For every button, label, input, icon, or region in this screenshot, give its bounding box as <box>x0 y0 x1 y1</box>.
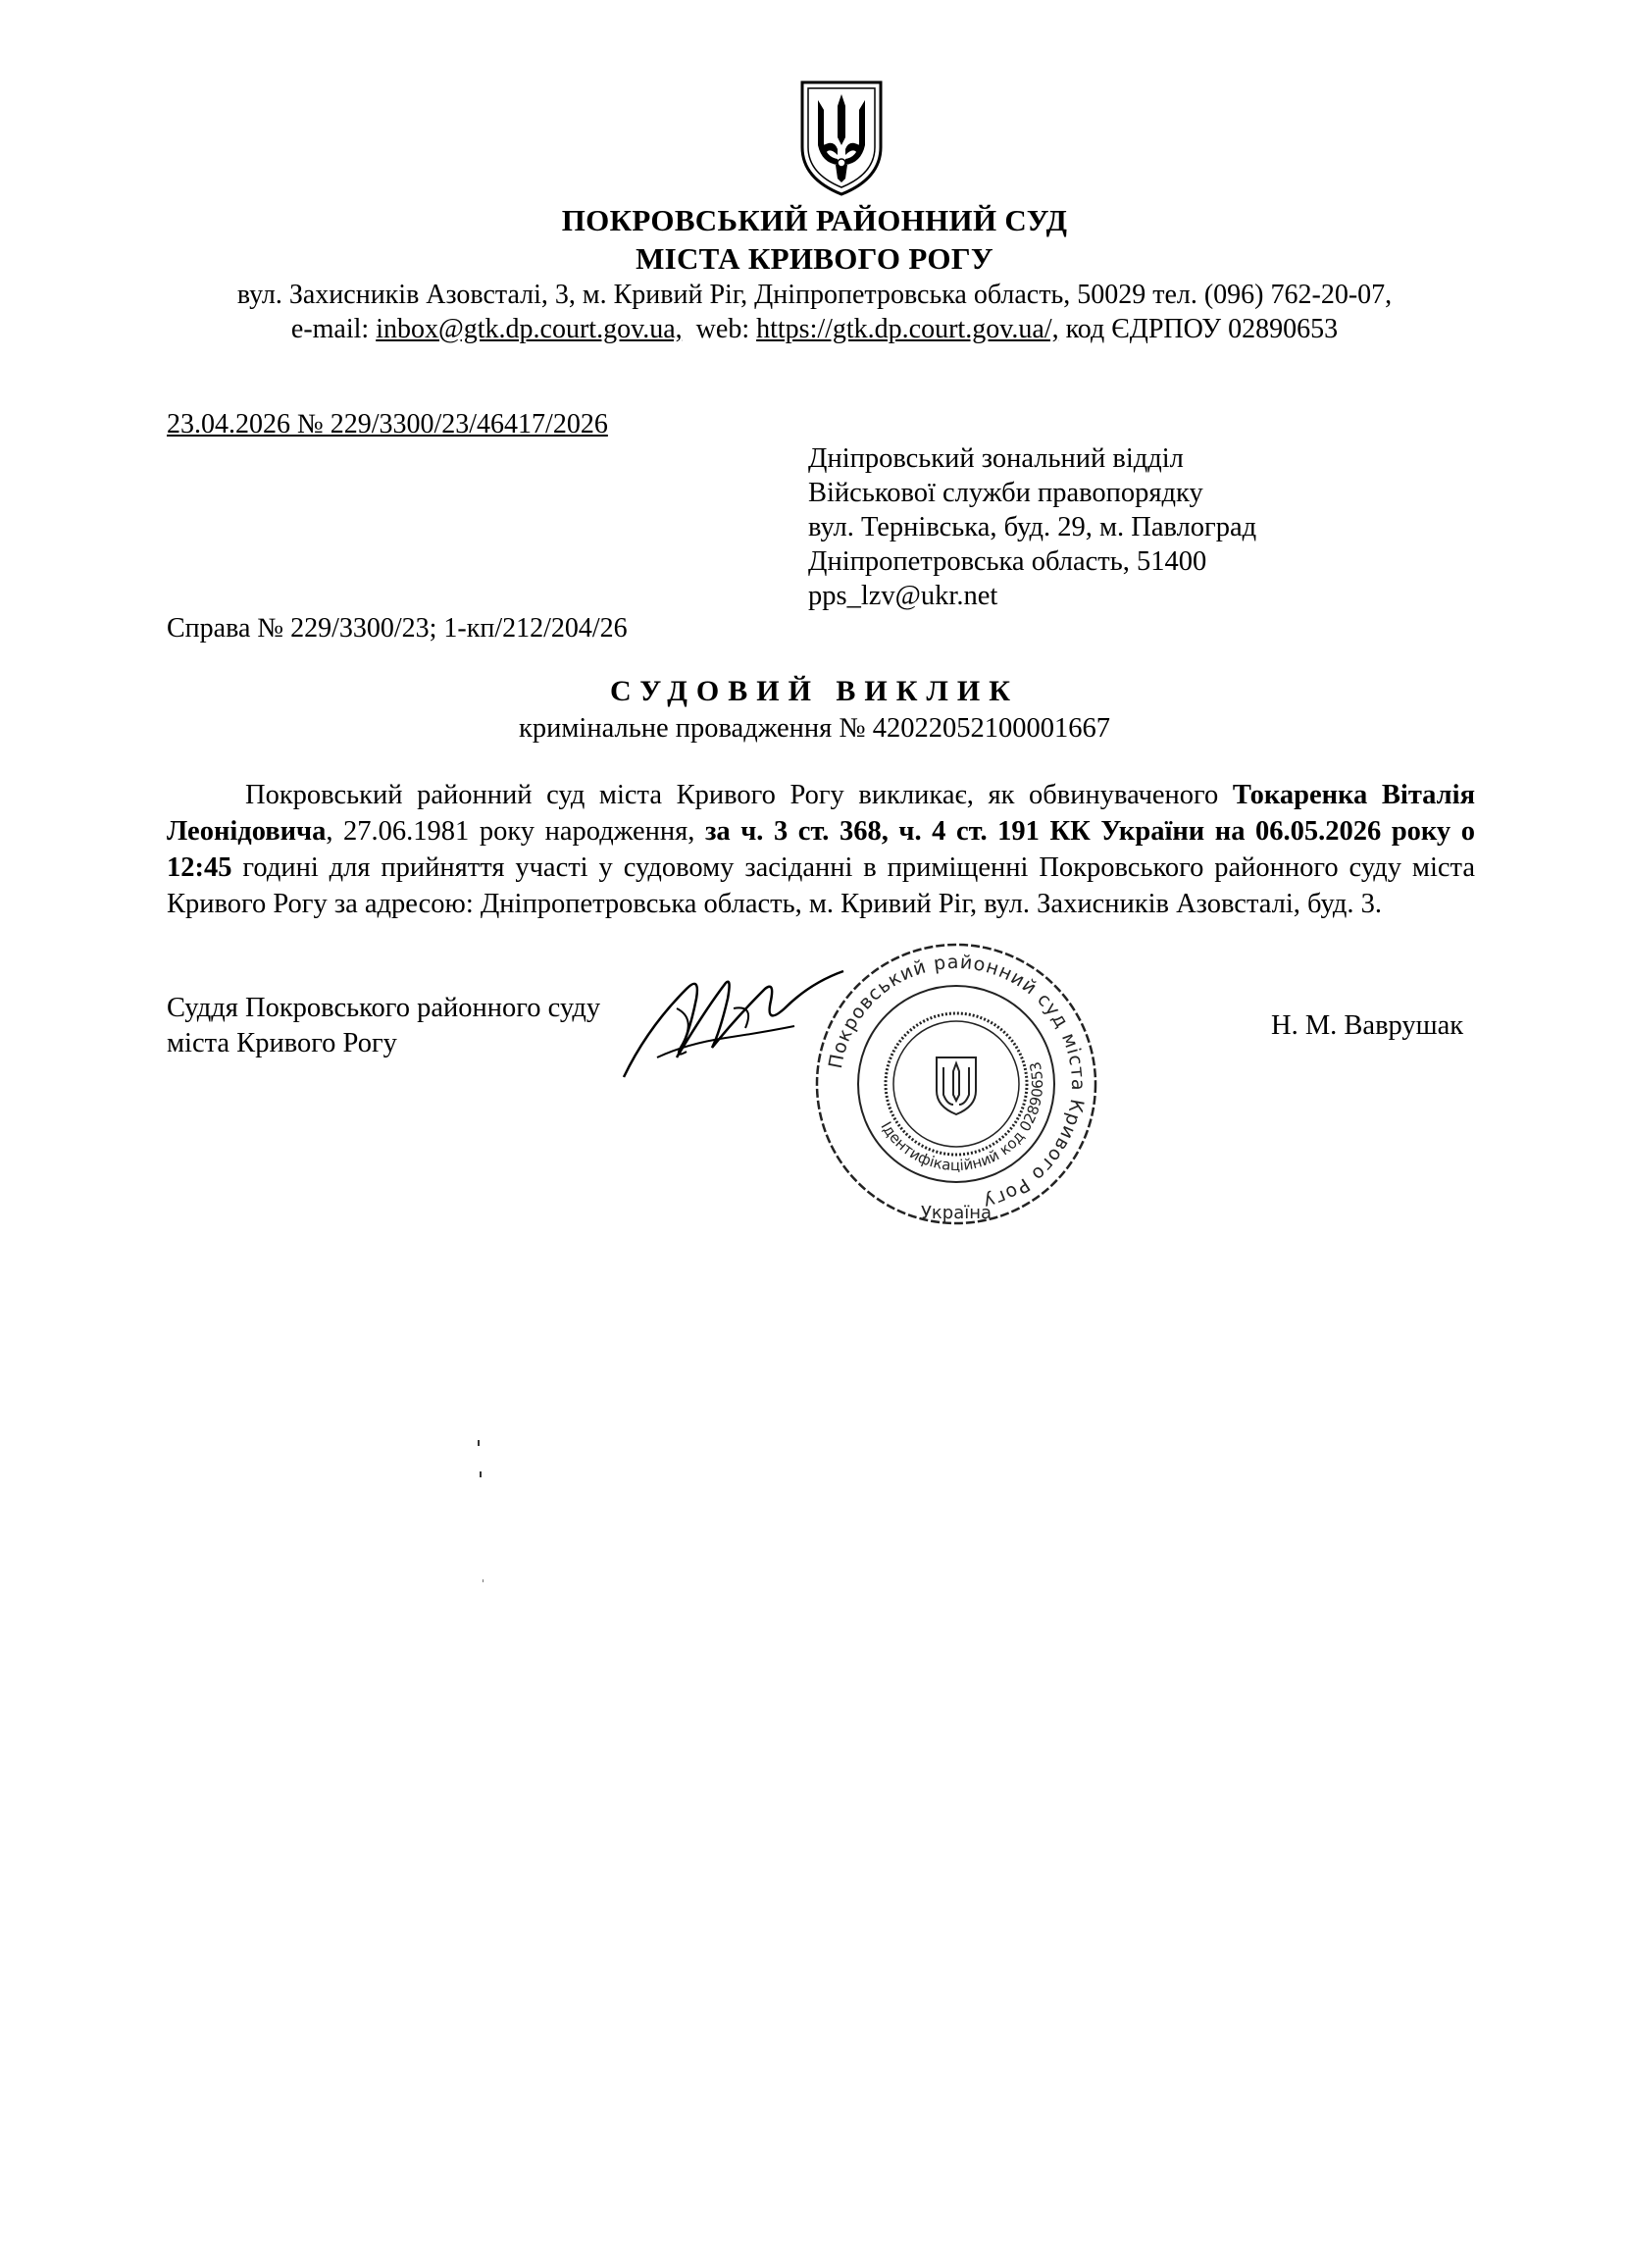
case-number: Справа № 229/3300/23; 1-кп/212/204/26 <box>167 613 628 644</box>
email-label: e-mail: <box>290 314 370 344</box>
court-seal-stamp-icon <box>804 932 1108 1236</box>
summons-paragraph <box>167 777 1475 922</box>
recipient-line: вул. Тернівська, буд. 29, м. Павлоград <box>808 512 1257 542</box>
court-contacts <box>0 314 1629 345</box>
web-link[interactable]: https://gtk.dp.court.gov.ua/, <box>756 314 1059 344</box>
recipient-line: Дніпропетровська область, 51400 <box>808 546 1207 577</box>
scan-mark <box>483 1579 484 1582</box>
hearing-date-time: на 06.05.2026 року о 12:45 <box>167 816 1475 883</box>
judge-title <box>167 991 600 1061</box>
recipient-email: pps_lzv@ukr.net <box>808 581 998 611</box>
trident-emblem-icon <box>794 77 889 198</box>
proceeding-number: кримінальне провадження № 42022052100001667 <box>519 713 1110 744</box>
outgoing-date-number: 23.04.2026 № 229/3300/23/46417/2026 <box>167 409 608 439</box>
email-link[interactable]: inbox@gtk.dp.court.gov.ua, <box>376 314 683 344</box>
judge-title-line: Суддя Покровського районного суду <box>167 993 601 1023</box>
recipient-block <box>808 441 1256 613</box>
scan-mark <box>478 1440 480 1446</box>
court-name-line2: МІСТА КРИВОГО РОГУ <box>636 241 993 276</box>
stamp-outer-text: Покровський районний суд міста Кривого Рогу <box>824 951 1090 1213</box>
edrpou-code: код ЄДРПОУ 02890653 <box>1065 314 1339 344</box>
stamp-inner-text: Ідентифікаційний код 02890653 <box>877 1059 1047 1175</box>
paragraph-text: Покровський районний суд міста Кривого Рогу викликає, як обвинуваченого <box>245 780 1233 810</box>
court-address: вул. Захисників Азовсталі, 3, м. Кривий Ріг, Дніпропетровська область, 50029 тел. (096) 762-20-07, <box>236 280 1393 310</box>
stamp-bottom-text: Україна <box>920 1203 993 1223</box>
defendant-birth-date: , 27.06.1981 року народження, <box>326 816 705 847</box>
charge-articles: за ч. 3 ст. 368, ч. 4 ст. 191 КК України <box>704 816 1205 847</box>
defendant-name: Токаренка Віталія Леонідовича <box>167 780 1475 847</box>
court-name-line1: ПОКРОВСЬКИЙ РАЙОННИЙ СУД <box>561 203 1068 237</box>
paragraph-text: годині для прийняття участі у судовому засіданні в приміщенні Покровського районного суду міста Кривого Рогу за адресою: Дніпропетровська область, м. Кривий Ріг, вул. Захисників Азовсталі, буд. 3. <box>167 852 1475 919</box>
judge-title-line: міста Кривого Рогу <box>167 1028 397 1058</box>
recipient-line: Військової служби правопорядку <box>808 478 1203 508</box>
judge-name: Н. М. Ваврушак <box>1271 1010 1464 1041</box>
scan-mark <box>480 1471 482 1477</box>
document-title: СУДОВИЙ ВИКЛИК <box>610 675 1019 707</box>
web-label: web: <box>695 314 750 344</box>
recipient-line: Дніпровський зональний відділ <box>808 443 1184 474</box>
